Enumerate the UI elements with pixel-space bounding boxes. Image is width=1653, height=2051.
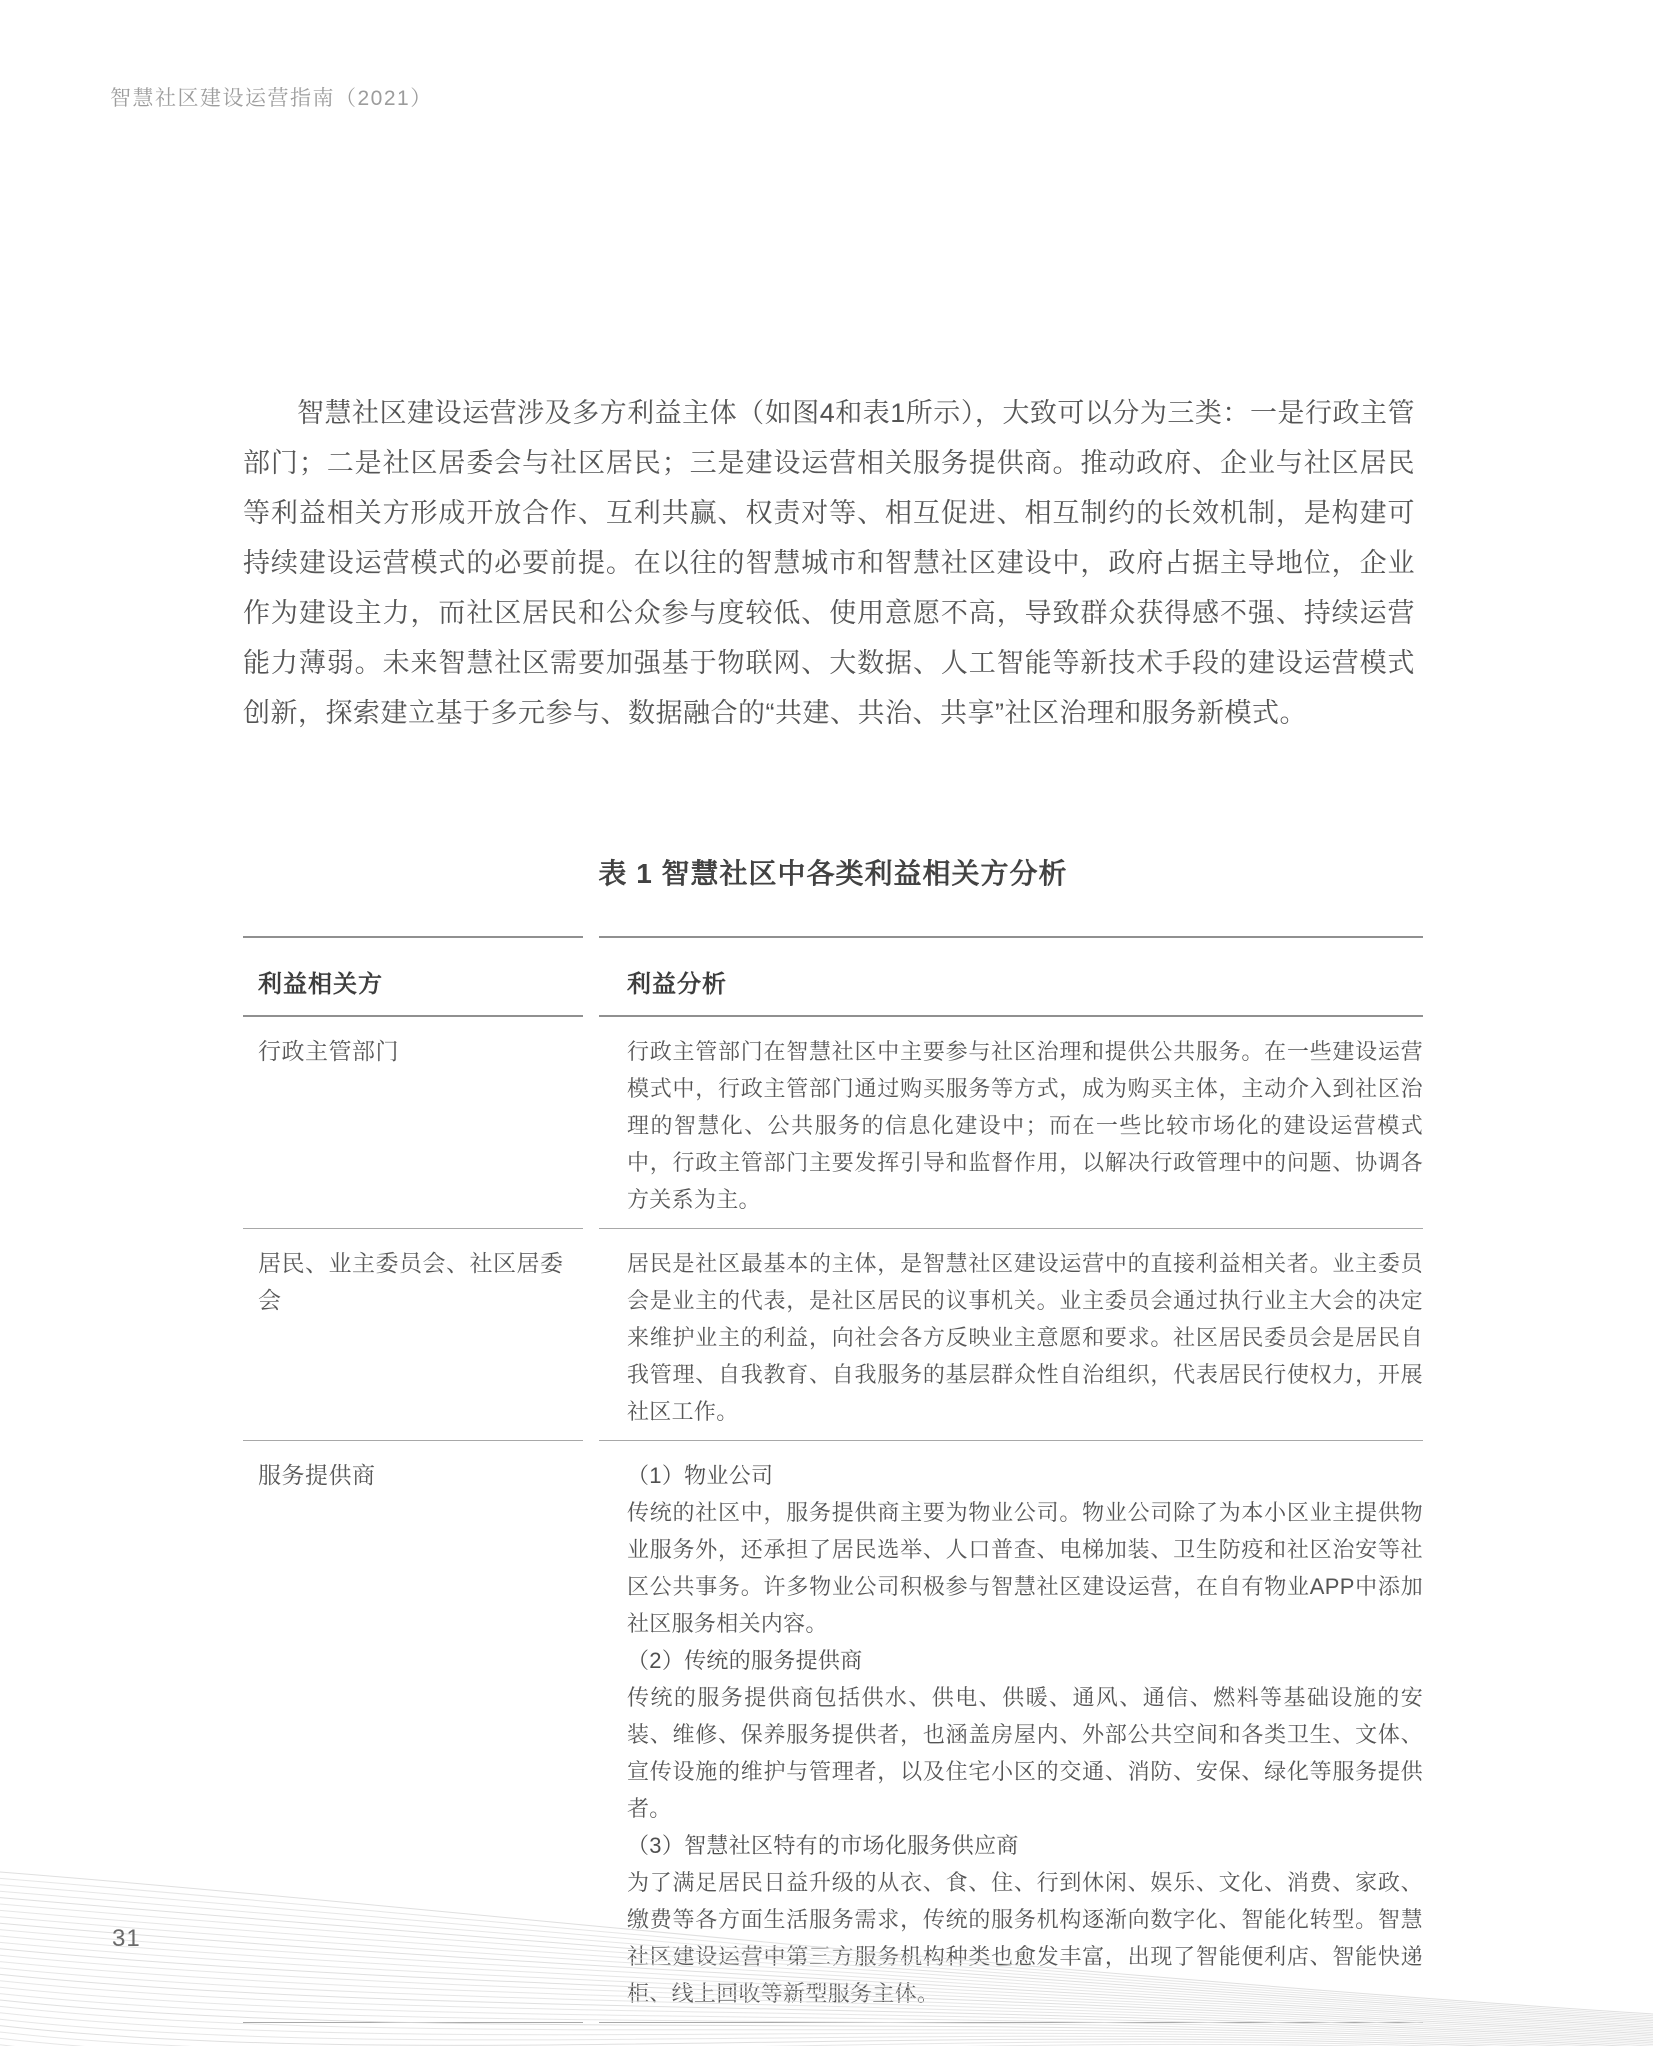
analysis-text: 传统的社区中，服务提供商主要为物业公司。物业公司除了为本小区业主提供物业服务外，还承担了居民选举、人口普查、电梯加装、卫生防疫和社区治安等社区公共事务。许多物业公司积极参与智慧社区建设运营，在自有物业APP中添加社区服务相关内容。 [627, 1500, 1423, 1636]
analysis-text: 传统的服务提供商包括供水、供电、供暖、通风、通信、燃料等基础设施的安装、维修、保养服务提供者，也涵盖房屋内、外部公共空间和各类卫生、文体、宣传设施的维护与管理者，以及住宅小区的交通、消防、安保、绿化等服务提供者。 [627, 1685, 1423, 1821]
analysis-subheading: （3）智慧社区特有的市场化服务供应商 [627, 1833, 1019, 1858]
table-title: 表 1 智慧社区中各类利益相关方分析 [598, 858, 1068, 889]
table-row-analysis [599, 1017, 1423, 1228]
table-row-gutter [583, 1017, 599, 1228]
analysis-subheading: （1）物业公司 [627, 1463, 774, 1488]
table-column-header-stakeholder: 利益相关方 [243, 936, 583, 1017]
table-row-stakeholder: 行政主管部门 [258, 1038, 399, 1064]
table-row-stakeholder: 服务提供商 [243, 1440, 583, 2023]
wave-decoration [0, 1816, 1653, 2046]
wave-lines-graphic [0, 1816, 1653, 2046]
analysis-text: 为了满足居民日益升级的从衣、食、住、行到休闲、娱乐、文化、消费、家政、缴费等各方面生活服务需求，传统的服务机构逐渐向数字化、智能化转型。智慧社区建设运营中第三方服务机构种类也愈发丰富，出现了智能便利店、智能快递柜、线上回收等新型服务主体。 [627, 1870, 1423, 2006]
body-paragraph: 智慧社区建设运营涉及多方利益主体（如图4和表1所示），大致可以分为三类：一是行政主管部门；二是社区居委会与社区居民；三是建设运营相关服务提供商。推动政府、企业与社区居民等利益相关方形成开放合作、互利共赢、权责对等、相互促进、相互制约的长效机制，是构建可持续建设运营模式的必要前提。在以往的智慧城市和智慧社区建设中，政府占据主导地位，企业作为建设主力，而社区居民和公众参与度较低、使用意愿不高，导致群众获得感不强、持续运营能力薄弱。未来智慧社区需要加强基于物联网、大数据、人工智能等新技术手段的建设运营模式创新，探索建立基于多元参与、数据融合的“共建、共治、共享”社区治理和服务新模式。 [243, 398, 1415, 728]
table-column-header-analysis: 利益分析 [599, 936, 1423, 1017]
analysis-subheading: （2）传统的服务提供商 [627, 1648, 863, 1673]
analysis-text: 行政主管部门在智慧社区中主要参与社区治理和提供公共服务。在一些建设运营模式中，行政主管部门通过购买服务等方式，成为购买主体，主动介入到社区治理的智慧化、公共服务的信息化建设中；而在一些比较市场化的建设运营模式中，行政主管部门主要发挥引导和监督作用，以解决行政管理中的问题、协调各方关系为主。 [627, 1039, 1423, 1212]
table-row-stakeholder: 居民、业主委员会、社区居委会 [243, 1228, 583, 1440]
table-column-gutter [583, 936, 599, 1017]
document-header: 智慧社区建设运营指南（2021） [110, 87, 433, 110]
table-row-gutter [583, 1228, 599, 1440]
table-row-analysis [599, 1228, 1423, 1440]
page-number: 31 [112, 1925, 141, 1952]
analysis-text: 居民是社区最基本的主体，是智慧社区建设运营中的直接利益相关者。业主委员会是业主的代表，是社区居民的议事机关。业主委员会通过执行业主大会的决定来维护业主的利益，向社会各方反映业主意愿和要求。社区居民委员会是居民自我管理、自我教育、自我服务的基层群众性自治组织，代表居民行使权力，开展社区工作。 [627, 1251, 1423, 1424]
